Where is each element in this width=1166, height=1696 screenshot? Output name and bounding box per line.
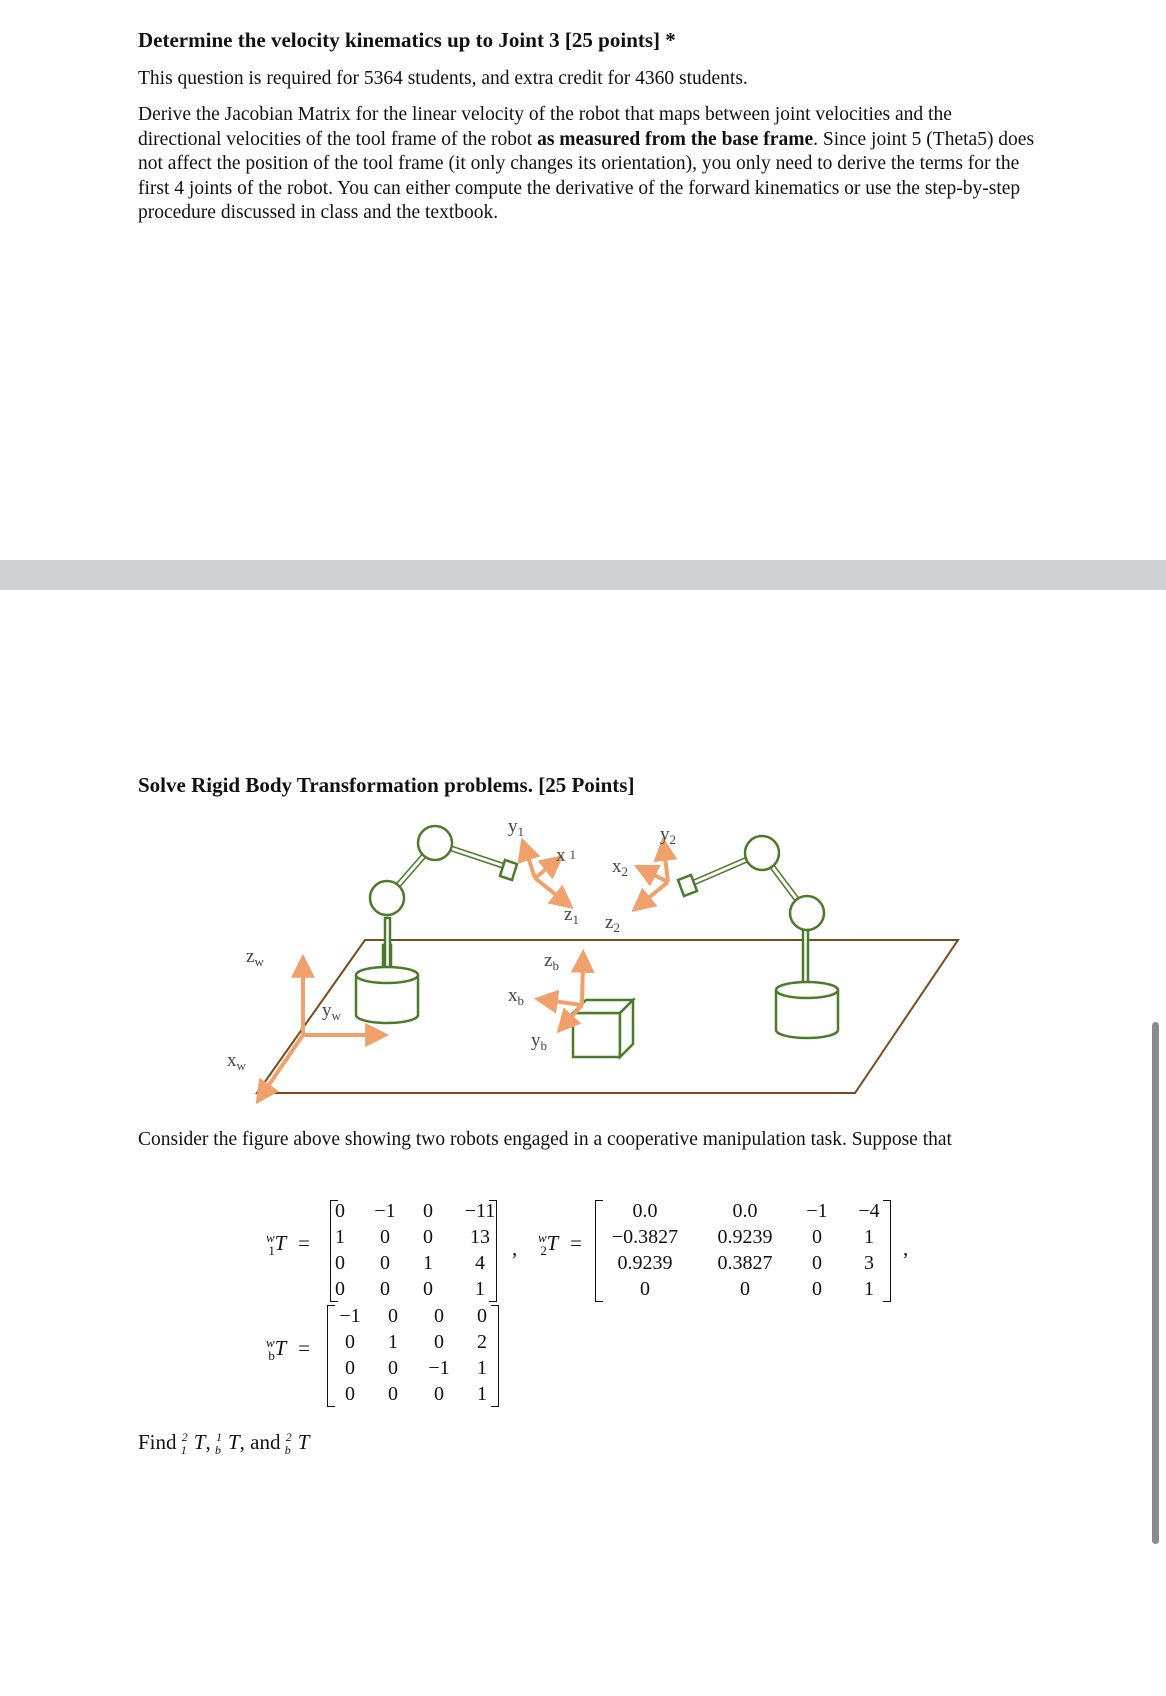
matrix-cell: −11 xyxy=(464,1200,496,1222)
matrix-cell: −1 xyxy=(806,1200,828,1222)
body-text-1: Derive the Jacobian Matrix for the linear velocity of the robot that maps between joint velocities and the directional velocities of the tool frame of the robot xyxy=(138,104,952,150)
matrix-cell: 0 xyxy=(640,1278,650,1300)
t-2-1: $^2_1$ T xyxy=(180,1430,206,1458)
w2T-left-bracket xyxy=(595,1200,603,1302)
cooperative-robots-figure xyxy=(200,813,960,1113)
section-divider xyxy=(0,560,1166,590)
matrix-cell: 0 xyxy=(388,1305,398,1327)
vertical-scrollbar[interactable] xyxy=(1152,1022,1159,1544)
matrix-cell: 1 xyxy=(475,1278,485,1300)
matrix-cell: 0.9239 xyxy=(617,1252,673,1274)
matrix-cell: 4 xyxy=(475,1252,485,1274)
matrix-cell: 0 xyxy=(380,1252,390,1274)
matrix-cell: 0 xyxy=(434,1305,444,1327)
zw-label: $z_w$ xyxy=(246,946,264,969)
matrix-cell: 0 xyxy=(434,1383,444,1405)
question-1-title: Determine the velocity kinematics up to Joint 3 [25 points] * xyxy=(138,28,676,52)
matrix-cell: 0.0 xyxy=(632,1200,658,1222)
question-1-body xyxy=(138,103,1038,226)
zb-label: $z_b$ xyxy=(544,950,559,973)
right-robot xyxy=(678,836,838,1038)
matrix-cell: −1 xyxy=(428,1357,450,1379)
left-robot xyxy=(356,826,517,1023)
xb-label: $x_b$ xyxy=(508,985,524,1008)
matrix-cell: 0 xyxy=(335,1200,345,1222)
comma: , xyxy=(512,1236,518,1260)
matrix-cell: 3 xyxy=(864,1252,874,1274)
matrix-cell: 0 xyxy=(423,1200,433,1222)
matrix-cell: 0 xyxy=(345,1331,355,1353)
matrix-cell: 1 xyxy=(477,1383,487,1405)
question-2-intro: Consider the figure above showing two robots engaged in a cooperative manipulation task. Suppose that xyxy=(138,1129,952,1150)
find-and: and xyxy=(250,1430,281,1454)
matrix-cell: −1 xyxy=(339,1305,361,1327)
box-object xyxy=(573,1000,633,1057)
matrix-cell: 0 xyxy=(812,1252,822,1274)
matrix-cell: 0.9239 xyxy=(717,1226,773,1248)
matrix-cell: 13 xyxy=(470,1226,490,1248)
matrix-cell: −0.3827 xyxy=(611,1226,679,1248)
w1T-label: $^wT_1$ = xyxy=(266,1230,310,1259)
question-1-requirement: This question is required for 5364 students, and extra credit for 4360 students. xyxy=(138,68,748,89)
matrix-cell: 1 xyxy=(864,1226,874,1248)
matrix-cell: 1 xyxy=(477,1357,487,1379)
question-2-title: Solve Rigid Body Transformation problems. [25 Points] xyxy=(138,773,635,797)
matrix-cell: 0 xyxy=(740,1278,750,1300)
w2T-label: $^wT_2$ = xyxy=(538,1230,582,1259)
matrix-cell: 1 xyxy=(864,1278,874,1300)
comma: , xyxy=(903,1236,909,1260)
matrix-cell: 0 xyxy=(423,1278,433,1300)
body-bold-text: as measured from the base frame xyxy=(537,128,814,150)
matrix-cell: 0 xyxy=(434,1331,444,1353)
xw-label: $x_w$ xyxy=(227,1050,246,1073)
matrix-cell: 0 xyxy=(812,1226,822,1248)
t-1-b: $^1_b$ T xyxy=(214,1430,240,1458)
body-text-2: . Since joint 5 (Theta5) does not affect the position of the tool frame (it only changes its orientation), you only need to derive the terms for the first 4 joints of the robot. You can either compute the derivative of the forward kinematics or use the step-by-step procedure discussed in class and the textbook. xyxy=(138,128,1035,223)
find-label: Find xyxy=(138,1430,177,1454)
x1-label: x 1 xyxy=(556,845,576,866)
matrix-cell: 0.0 xyxy=(732,1200,758,1222)
matrix-cell: 1 xyxy=(388,1331,398,1353)
matrix-cell: 0 xyxy=(388,1357,398,1379)
matrix-cell: 0 xyxy=(380,1226,390,1248)
matrix-cell: 1 xyxy=(335,1226,345,1248)
matrix-cell: 0 xyxy=(335,1278,345,1300)
matrix-cell: 0 xyxy=(477,1305,487,1327)
matrix-cell: 0 xyxy=(335,1252,345,1274)
matrix-cell: 0 xyxy=(345,1383,355,1405)
matrix-cell: 0 xyxy=(345,1357,355,1379)
wbT-label: $^wT_b$ = xyxy=(266,1335,310,1364)
matrix-cell: 0 xyxy=(388,1383,398,1405)
y1-label: $y_1$ xyxy=(508,816,524,839)
matrix-cell: 0 xyxy=(423,1226,433,1248)
yb-label: $y_b$ xyxy=(531,1030,547,1053)
matrix-cell: 0 xyxy=(812,1278,822,1300)
matrix-cell: 2 xyxy=(477,1331,487,1353)
matrix-cell: −1 xyxy=(374,1200,396,1222)
matrix-cell: 0 xyxy=(380,1278,390,1300)
y2-label: $y_2$ xyxy=(660,824,676,847)
t-2-b: $^2_b$ T xyxy=(284,1430,310,1458)
matrix-cell: 1 xyxy=(423,1252,433,1274)
z2-label: $z_2$ xyxy=(605,912,620,935)
matrix-cell: −4 xyxy=(858,1200,880,1222)
x2-label: $x_2$ xyxy=(612,856,628,879)
matrix-cell: 0.3827 xyxy=(717,1252,773,1274)
find-statement: Find $^2_1$ T, $^1_b$ T, and $^2_b$ T xyxy=(138,1430,310,1458)
frame-2 xyxy=(640,848,668,905)
z1-label: $z_1$ xyxy=(564,904,579,927)
yw-label: $y_w$ xyxy=(322,1000,341,1023)
